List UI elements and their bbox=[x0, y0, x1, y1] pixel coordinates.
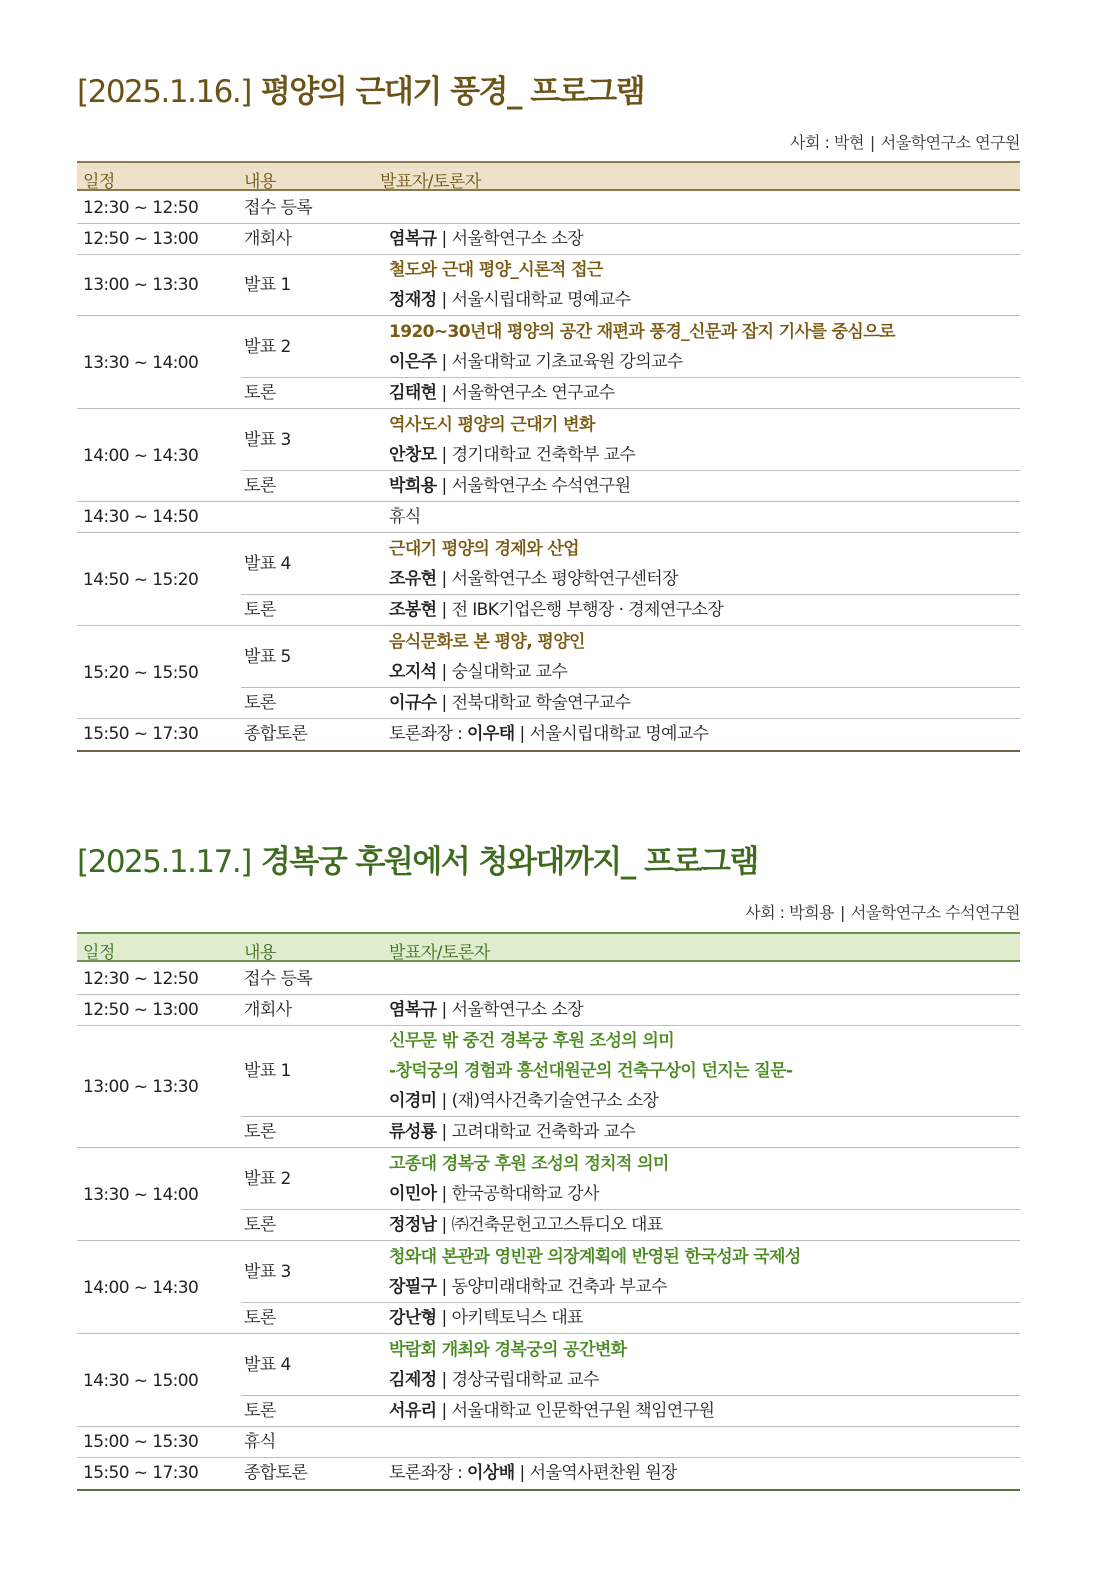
section-name: 평양의 근대기 풍경_ 프로그램 bbox=[260, 74, 645, 110]
discussion-label: 토론 bbox=[244, 1122, 276, 1142]
section-title bbox=[77, 72, 644, 112]
discussant: 서유리 | 서울대학교 인문학연구원 책임연구원 bbox=[389, 1401, 715, 1421]
row-content: 개회사 bbox=[244, 1000, 292, 1020]
discussant: 김태현 | 서울학연구소 연구교수 bbox=[389, 383, 615, 403]
row-content: 발표 5 bbox=[244, 647, 291, 667]
speaker: 이민아 | 한국공학대학교 강사 bbox=[389, 1184, 599, 1204]
talk-title: 역사도시 평양의 근대기 변화 bbox=[389, 415, 595, 435]
discussion-label: 토론 bbox=[244, 600, 276, 620]
moderator-org: 서울학연구소 연구원 bbox=[880, 133, 1020, 152]
row-divider bbox=[241, 1302, 1020, 1303]
row-divider bbox=[77, 223, 1020, 224]
row-content: 발표 1 bbox=[244, 1061, 291, 1081]
moderator-org: 서울학연구소 수석연구원 bbox=[850, 903, 1020, 922]
row-divider bbox=[77, 1333, 1020, 1334]
discussion-label: 토론 bbox=[244, 1308, 276, 1328]
row-content: 휴식 bbox=[244, 1432, 276, 1452]
row-divider bbox=[77, 718, 1020, 719]
discussant: 박희용 | 서울학연구소 수석연구원 bbox=[389, 476, 631, 496]
row-time: 13:30 ~ 14:00 bbox=[83, 353, 199, 373]
schedule-table bbox=[77, 161, 1020, 763]
row-divider bbox=[77, 408, 1020, 409]
row-divider bbox=[77, 501, 1020, 502]
talk-title: 철도와 근대 평양_시론적 접근 bbox=[389, 260, 603, 280]
talk-title: 청와대 본관과 영빈관 의장계획에 반영된 한국성과 국제성 bbox=[389, 1247, 801, 1267]
program-section-day2 bbox=[77, 842, 1020, 1522]
moderator-line: 사회 : 박희용 | 서울학연구소 수석연구원 bbox=[745, 903, 1020, 922]
speaker: 정재정 | 서울시립대학교 명예교수 bbox=[389, 290, 631, 310]
row-divider bbox=[241, 1116, 1020, 1117]
row-divider bbox=[77, 994, 1020, 995]
row-divider bbox=[241, 1395, 1020, 1396]
talk-title: 고종대 경복궁 후원 조성의 정치적 의미 bbox=[389, 1154, 669, 1174]
row-divider bbox=[241, 1209, 1020, 1210]
table-header bbox=[77, 161, 1020, 191]
discussant: 조봉현 | 전 IBK기업은행 부행장 · 경제연구소장 bbox=[389, 600, 724, 620]
speaker: 이은주 | 서울대학교 기초교육원 강의교수 bbox=[389, 352, 683, 372]
speaker: 오지석 | 숭실대학교 교수 bbox=[389, 662, 568, 682]
moderator-line: 사회 : 박현 | 서울학연구소 연구원 bbox=[790, 133, 1020, 152]
row-content: 발표 1 bbox=[244, 275, 291, 295]
row-divider bbox=[77, 1147, 1020, 1148]
row-time: 13:00 ~ 13:30 bbox=[83, 275, 199, 295]
row-time: 12:30 ~ 12:50 bbox=[83, 969, 199, 989]
row-time: 14:00 ~ 14:30 bbox=[83, 446, 199, 466]
speaker: 김제정 | 경상국립대학교 교수 bbox=[389, 1370, 599, 1390]
discussion-label: 토론 bbox=[244, 1215, 276, 1235]
row-divider bbox=[77, 1240, 1020, 1241]
row-divider bbox=[77, 1025, 1020, 1026]
discussant: 정정남 | ㈜건축문헌고고스튜디오 대표 bbox=[389, 1215, 663, 1235]
row-divider bbox=[77, 315, 1020, 316]
row-content: 접수 등록 bbox=[244, 969, 313, 989]
header-content: 내용 bbox=[244, 172, 276, 192]
discussion-label: 토론 bbox=[244, 1401, 276, 1421]
row-divider bbox=[77, 625, 1020, 626]
table-bottom-rule bbox=[77, 750, 1020, 752]
talk-title: 신무문 밖 중건 경복궁 후원 조성의 의미 bbox=[389, 1031, 675, 1051]
discussion-label: 토론 bbox=[244, 476, 276, 496]
speaker: 염복규 | 서울학연구소 소장 bbox=[389, 229, 583, 249]
row-content: 종합토론 bbox=[244, 724, 308, 744]
row-time: 12:50 ~ 13:00 bbox=[83, 229, 199, 249]
speaker: 안창모 | 경기대학교 건축학부 교수 bbox=[389, 445, 636, 465]
speaker: 장필구 | 동양미래대학교 건축과 부교수 bbox=[389, 1277, 667, 1297]
row-time: 14:50 ~ 15:20 bbox=[83, 570, 199, 590]
program-section-day1 bbox=[77, 72, 1020, 762]
header-content: 내용 bbox=[244, 943, 276, 963]
row-time: 13:00 ~ 13:30 bbox=[83, 1077, 199, 1097]
chair: 토론좌장 : 이우태 | 서울시립대학교 명예교수 bbox=[389, 724, 709, 744]
speaker: 염복규 | 서울학연구소 소장 bbox=[389, 1000, 583, 1020]
row-time: 14:30 ~ 15:00 bbox=[83, 1371, 199, 1391]
header-speaker: 발표자/토론자 bbox=[380, 172, 481, 192]
schedule-table bbox=[77, 932, 1020, 1502]
row-time: 15:50 ~ 17:30 bbox=[83, 724, 199, 744]
row-content: 접수 등록 bbox=[244, 198, 313, 218]
speaker: 이경미 | (재)역사건축기술연구소 소장 bbox=[389, 1091, 659, 1111]
row-divider bbox=[77, 532, 1020, 533]
row-time: 15:50 ~ 17:30 bbox=[83, 1463, 199, 1483]
row-divider bbox=[241, 377, 1020, 378]
row-time: 14:00 ~ 14:30 bbox=[83, 1278, 199, 1298]
row-content: 발표 2 bbox=[244, 337, 291, 357]
row-content: 개회사 bbox=[244, 229, 292, 249]
moderator-label: 사회 : 박희용 bbox=[745, 903, 834, 922]
talk-title: 1920~30년대 평양의 공간 재편과 풍경_신문과 잡지 기사를 중심으로 bbox=[389, 322, 895, 342]
row-divider bbox=[241, 594, 1020, 595]
row-content: 발표 3 bbox=[244, 1262, 291, 1282]
row-content: 발표 4 bbox=[244, 554, 291, 574]
discussion-label: 토론 bbox=[244, 383, 276, 403]
chair: 토론좌장 : 이상배 | 서울역사편찬원 원장 bbox=[389, 1463, 677, 1483]
row-divider bbox=[241, 470, 1020, 471]
break-label: 휴식 bbox=[389, 507, 421, 527]
section-name: 경복궁 후원에서 청와대까지_ 프로그램 bbox=[260, 844, 758, 880]
discussant: 이규수 | 전북대학교 학술연구교수 bbox=[389, 693, 631, 713]
row-content: 종합토론 bbox=[244, 1463, 308, 1483]
row-time: 15:00 ~ 15:30 bbox=[83, 1432, 199, 1452]
row-time: 14:30 ~ 14:50 bbox=[83, 507, 199, 527]
talk-subtitle: -창덕궁의 경험과 흥선대원군의 건축구상이 던지는 질문- bbox=[389, 1061, 793, 1081]
row-divider bbox=[77, 1457, 1020, 1458]
section-date: [2025.1.16.] bbox=[77, 74, 251, 110]
row-time: 15:20 ~ 15:50 bbox=[83, 663, 199, 683]
row-time: 13:30 ~ 14:00 bbox=[83, 1185, 199, 1205]
row-content: 발표 3 bbox=[244, 430, 291, 450]
discussion-label: 토론 bbox=[244, 693, 276, 713]
row-time: 12:50 ~ 13:00 bbox=[83, 1000, 199, 1020]
speaker: 조유현 | 서울학연구소 평양학연구센터장 bbox=[389, 569, 678, 589]
talk-title: 근대기 평양의 경제와 산업 bbox=[389, 539, 579, 559]
discussant: 강난형 | 아키텍토닉스 대표 bbox=[389, 1308, 583, 1328]
header-speaker: 발표자/토론자 bbox=[389, 943, 490, 963]
table-bottom-rule bbox=[77, 1489, 1020, 1491]
section-title bbox=[77, 842, 758, 882]
talk-title: 음식문화로 본 평양, 평양인 bbox=[389, 632, 585, 652]
row-content: 발표 2 bbox=[244, 1169, 291, 1189]
row-divider bbox=[241, 687, 1020, 688]
row-divider bbox=[77, 1426, 1020, 1427]
section-date: [2025.1.17.] bbox=[77, 844, 251, 880]
discussant: 류성룡 | 고려대학교 건축학과 교수 bbox=[389, 1122, 636, 1142]
moderator-label: 사회 : 박현 bbox=[790, 133, 864, 152]
row-time: 12:30 ~ 12:50 bbox=[83, 198, 199, 218]
talk-title: 박람회 개최와 경복궁의 공간변화 bbox=[389, 1340, 627, 1360]
header-time: 일정 bbox=[83, 943, 115, 963]
row-divider bbox=[77, 254, 1020, 255]
header-time: 일정 bbox=[83, 172, 115, 192]
row-content: 발표 4 bbox=[244, 1355, 291, 1375]
table-header bbox=[77, 932, 1020, 962]
